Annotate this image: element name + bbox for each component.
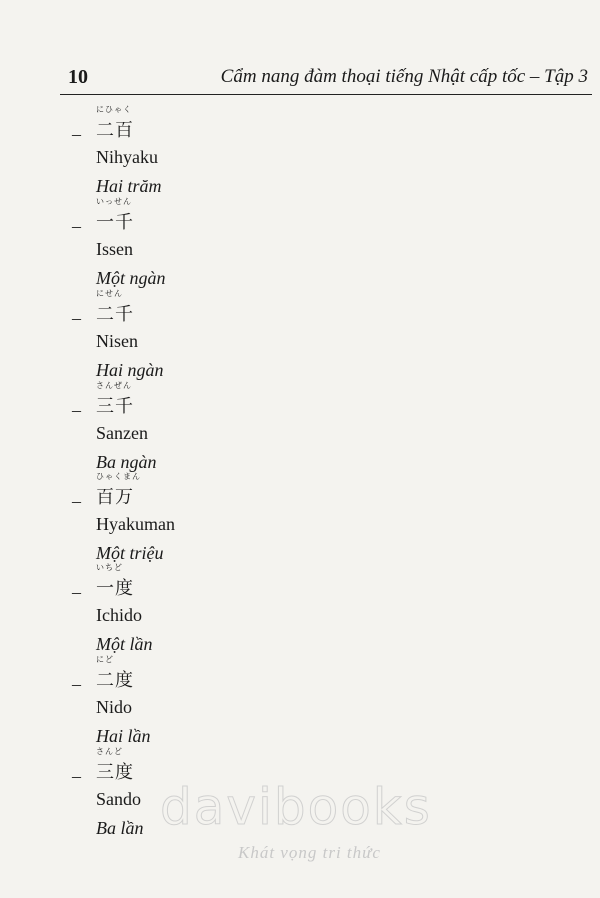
page-header (60, 58, 592, 94)
furigana: いっせん (96, 197, 132, 206)
watermark-tagline: Khát vọng tri thức (238, 843, 381, 862)
romaji: Sanzen (96, 423, 148, 443)
vocab-entry (72, 655, 372, 756)
vocab-entry (72, 197, 372, 298)
vietnamese-meaning: Một ngàn (96, 268, 166, 288)
furigana: にせん (96, 289, 123, 298)
kanji-term: 二百 (96, 120, 134, 141)
kanji-term: 三千 (96, 396, 134, 417)
romaji: Nido (96, 697, 132, 717)
kanji-term: 二度 (96, 670, 134, 691)
romaji: Sando (96, 789, 141, 809)
romaji: Nihyaku (96, 147, 158, 167)
romaji: Issen (96, 239, 133, 259)
furigana: さんど (96, 747, 123, 756)
vocab-entry (72, 289, 372, 390)
romaji: Hyakuman (96, 514, 175, 534)
running-title: Cẩm nang đàm thoại tiếng Nhật cấp tốc – Tập 3 (220, 66, 588, 87)
page-number: 10 (68, 66, 88, 88)
vocab-entry (72, 563, 372, 664)
vocab-entry (72, 472, 372, 573)
list-dash: – (72, 400, 81, 420)
kanji-term: 一千 (96, 212, 134, 233)
romaji: Ichido (96, 605, 142, 625)
vietnamese-meaning: Hai lần (96, 726, 151, 746)
list-dash: – (72, 582, 81, 602)
list-dash: – (72, 216, 81, 236)
kanji-term: 一度 (96, 578, 134, 599)
furigana: ひゃくまん (96, 472, 141, 481)
furigana: にど (96, 655, 114, 664)
watermark-logo: davibooks (160, 778, 432, 836)
list-dash: – (72, 766, 81, 786)
list-dash: – (72, 308, 81, 328)
list-dash: – (72, 674, 81, 694)
vocab-entry (72, 381, 372, 482)
vietnamese-meaning: Một triệu (96, 543, 164, 563)
furigana: にひゃく (96, 105, 132, 114)
vietnamese-meaning: Hai trăm (96, 176, 162, 196)
romaji: Nisen (96, 331, 138, 351)
list-dash: – (72, 491, 81, 511)
vocab-entry (72, 105, 372, 206)
furigana: さんぜん (96, 381, 132, 390)
furigana: いちど (96, 563, 123, 572)
kanji-term: 百万 (96, 487, 134, 508)
header-rule (60, 94, 592, 95)
vietnamese-meaning: Ba lần (96, 818, 144, 838)
vietnamese-meaning: Hai ngàn (96, 360, 164, 380)
vietnamese-meaning: Ba ngàn (96, 452, 157, 472)
kanji-term: 三度 (96, 762, 134, 783)
list-dash: – (72, 124, 81, 144)
kanji-term: 二千 (96, 304, 134, 325)
vietnamese-meaning: Một lần (96, 634, 153, 654)
